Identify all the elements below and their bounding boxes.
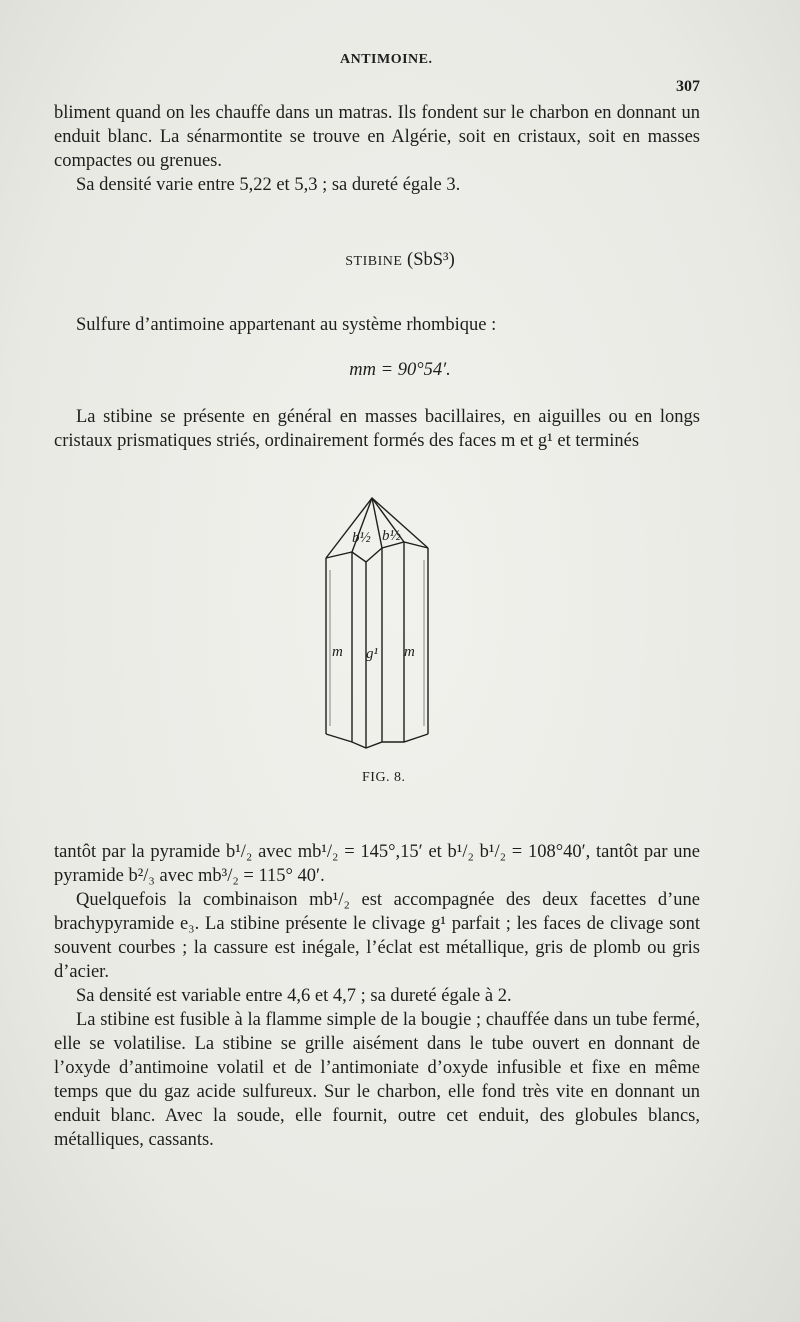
crystal-drawing	[300, 490, 460, 760]
page-header	[0, 48, 800, 95]
section-formula: (SbS³)	[407, 250, 455, 270]
paragraph: La stibine se présente en général en masses bacillaires, en aiguilles ou en longs cristaux prismatiques striés, ordinairement formés des faces m et g¹ et terminés	[54, 407, 700, 451]
face-label-b-left: b½	[352, 530, 371, 546]
face-label-b-right: b½	[382, 528, 401, 544]
main-paragraphs	[54, 840, 700, 1152]
paragraph: tantôt par la pyramide b¹/₂ avec mb¹/₂ = 145°,15′ et b¹/₂ b¹/₂ = 108°40′, tantôt par une pyramide b²/₃ avec mb³/₂ = 115° 40′.	[54, 842, 700, 886]
crystal-pyramid-outline	[326, 498, 428, 558]
paragraph: Sa densité varie entre 5,22 et 5,3 ; sa dureté égale 3.	[76, 175, 461, 195]
description-paragraph	[54, 405, 700, 453]
face-label-m-left: m	[332, 644, 343, 660]
face-label-m-right: m	[404, 644, 415, 660]
paragraph: La stibine est fusible à la flamme simple de la bougie ; chauffée dans un tube fermé, elle se volatilise. La stibine se grille aisément dans le tube ouvert en donnant de l’oxyde d’antimoine volatil et de l’antimoniate d’oxyde infusible et fixe en même temps que du gaz acide sulfureux. Sur le charbon, elle fond très vite en donnant un enduit blanc. Avec la soude, elle fournit, outre cet enduit, des globules blancs, métalliques, cassants.	[54, 1010, 700, 1150]
paragraph: Sulfure d’antimoine appartenant au système rhombique :	[76, 315, 497, 335]
crystal-prism-top	[326, 542, 428, 562]
crystal-bottom	[326, 734, 428, 748]
section-heading	[0, 250, 800, 271]
paragraph: Quelquefois la combinaison mb¹/₂ est accompagnée des deux facettes d’une brachypyramide e₃. La stibine présente le clivage g¹ parfait ; les faces de clivage sont souvent courbes ; la cassure est inégale, l’éclat est métallique, gris de plomb ou gris d’acier.	[54, 890, 700, 982]
section-title: STIBINE	[345, 254, 403, 269]
paragraph: Sa densité est variable entre 4,6 et 4,7 ; sa dureté égale à 2.	[76, 986, 512, 1006]
paragraph: bliment quand on les chauffe dans un matras. Ils fondent sur le charbon en donnant un enduit blanc. La sénarmontite se trouve en Algérie, soit en cristaux, soit en masses compactes ou grenues.	[54, 103, 700, 171]
page-number: 307	[676, 78, 700, 95]
angle-formula: mm = 90°54′.	[349, 360, 451, 380]
crystal-figure	[300, 490, 460, 780]
running-title: ANTIMOINE.	[340, 52, 433, 67]
intro-paragraphs	[54, 101, 700, 197]
figure-caption: FIG. 8.	[362, 770, 406, 785]
face-label-g1: g¹	[366, 646, 378, 662]
system-paragraph	[54, 313, 700, 337]
